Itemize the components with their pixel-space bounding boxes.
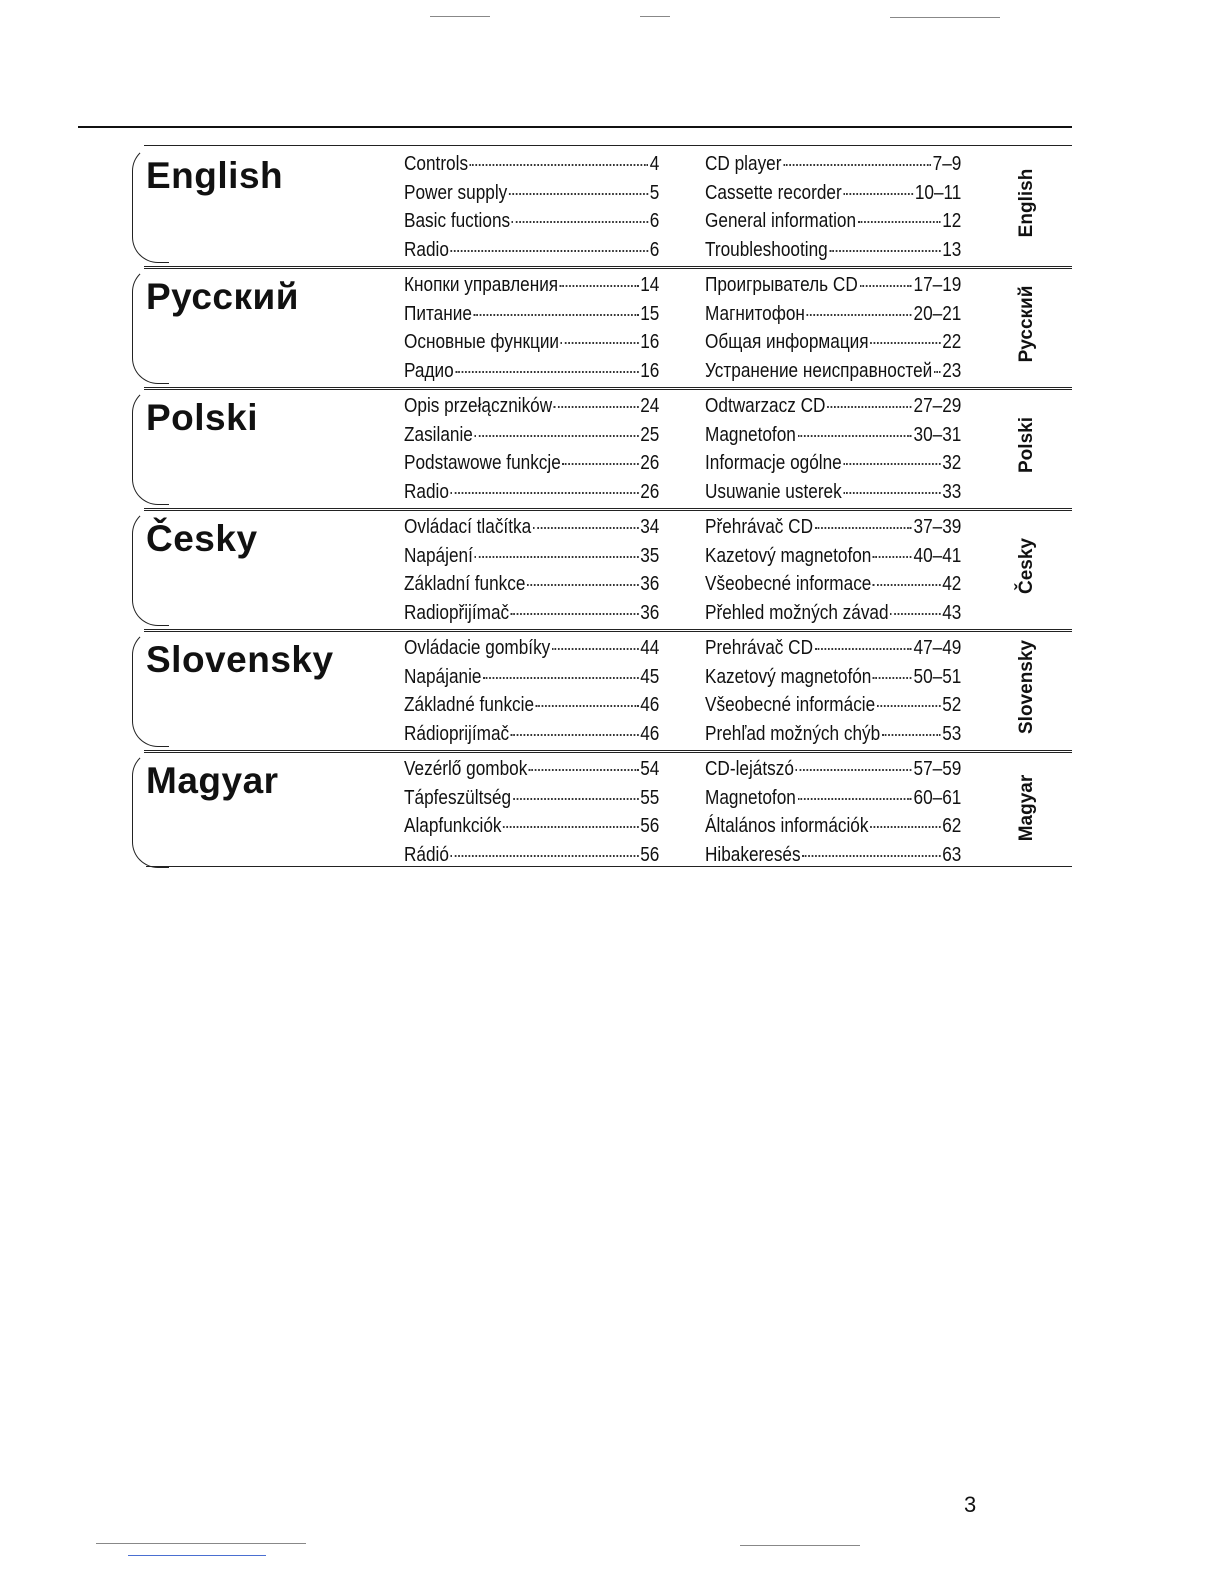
scan-speck bbox=[740, 1545, 860, 1546]
toc-section bbox=[132, 508, 1072, 626]
leader-dots bbox=[890, 613, 940, 615]
leader-dots bbox=[475, 556, 639, 558]
toc-column-left bbox=[404, 755, 660, 869]
language-heading: Polski bbox=[146, 397, 258, 438]
toc-entry-page: 10–11 bbox=[914, 181, 962, 204]
toc-entry-page: 46 bbox=[640, 722, 660, 745]
toc-entry[interactable] bbox=[404, 300, 659, 329]
toc-section bbox=[132, 266, 1072, 384]
toc-entry-page: 16 bbox=[640, 359, 660, 382]
toc-entry[interactable] bbox=[705, 300, 961, 329]
toc-entry-label: Kazetový magnetofon bbox=[705, 544, 872, 567]
leader-dots bbox=[509, 193, 648, 195]
toc-entry[interactable] bbox=[404, 179, 659, 208]
toc-entry-label: Všeobecné informace bbox=[705, 573, 872, 595]
side-tab-label: Русский bbox=[1016, 285, 1037, 363]
leader-dots bbox=[560, 285, 639, 287]
leader-dots bbox=[455, 371, 638, 373]
leader-dots bbox=[552, 648, 639, 650]
toc-entry-label: Přehrávač CD bbox=[705, 516, 814, 538]
toc-entry-page: 44 bbox=[640, 637, 660, 659]
toc-entry-label: Питание bbox=[404, 302, 472, 325]
toc-entry-label: Radio bbox=[404, 238, 449, 261]
side-tab bbox=[992, 508, 1062, 624]
section-rule bbox=[144, 508, 1072, 511]
toc-entry-label: Radio bbox=[404, 480, 449, 503]
side-tab bbox=[992, 750, 1062, 866]
toc-entry-label: Magnetofon bbox=[705, 786, 796, 809]
toc-entry[interactable] bbox=[404, 599, 659, 628]
toc-entry[interactable] bbox=[404, 720, 659, 749]
side-tab-label: English bbox=[1016, 168, 1037, 238]
toc-entry-page: 22 bbox=[942, 331, 962, 353]
toc-column-left bbox=[404, 271, 660, 385]
leader-dots bbox=[815, 648, 912, 650]
toc-entry-label: General information bbox=[705, 210, 857, 232]
toc-entry-label: Магнитофон bbox=[705, 302, 805, 325]
toc-entry-label: Základní funkce bbox=[404, 573, 526, 595]
toc-entry[interactable] bbox=[404, 755, 659, 784]
toc-entry-page: 6 bbox=[649, 238, 660, 261]
leader-dots bbox=[798, 435, 912, 437]
toc-column-left bbox=[404, 150, 660, 264]
toc-entry-label: Podstawowe funkcje bbox=[404, 452, 561, 474]
toc-column-right bbox=[705, 271, 962, 385]
toc-entry[interactable] bbox=[705, 392, 961, 421]
toc-entry-label: Rádió bbox=[404, 843, 449, 866]
toc-entry[interactable] bbox=[705, 691, 961, 720]
toc-entry-page: 53 bbox=[942, 722, 962, 745]
toc-entry[interactable] bbox=[705, 634, 961, 663]
leader-dots bbox=[870, 826, 940, 828]
toc-entry-page: 57–59 bbox=[913, 758, 962, 780]
language-heading: Česky bbox=[146, 518, 258, 559]
page-number: 3 bbox=[964, 1492, 977, 1517]
toc-entry-page: 32 bbox=[942, 452, 962, 474]
toc-entry-label: Ovládacie gombíky bbox=[404, 637, 551, 659]
toc-entry[interactable] bbox=[404, 634, 659, 663]
toc-entry-page: 5 bbox=[649, 181, 660, 204]
toc-entry[interactable] bbox=[705, 755, 961, 784]
leader-dots bbox=[783, 164, 931, 166]
toc-entry-label: Controls bbox=[404, 153, 469, 175]
toc-entry-page: 34 bbox=[640, 516, 660, 538]
toc-entry-page: 54 bbox=[640, 758, 660, 780]
toc-entry-label: Устранение неисправностей bbox=[705, 359, 933, 382]
bottom-rule bbox=[128, 1555, 266, 1556]
toc-entry-label: Magnetofon bbox=[705, 423, 796, 446]
leader-dots bbox=[451, 855, 639, 857]
toc-entry[interactable] bbox=[404, 236, 659, 265]
toc-entry[interactable] bbox=[404, 663, 659, 692]
language-heading: English bbox=[146, 155, 284, 196]
leader-dots bbox=[533, 527, 639, 529]
toc-entry-label: Hibakeresés bbox=[705, 843, 801, 866]
toc-entry-page: 56 bbox=[640, 843, 660, 866]
side-tab-label: Česky bbox=[1016, 538, 1037, 594]
leader-dots bbox=[529, 769, 638, 771]
toc-entry-page: 36 bbox=[640, 573, 660, 595]
toc-entry-label: Power supply bbox=[404, 181, 508, 204]
toc-entry-page: 36 bbox=[640, 601, 660, 624]
toc-entry-page: 4 bbox=[649, 153, 660, 175]
leader-dots bbox=[829, 250, 940, 252]
toc-entry[interactable] bbox=[705, 812, 961, 841]
leader-dots bbox=[513, 798, 639, 800]
toc-entry[interactable] bbox=[404, 150, 659, 179]
side-tab bbox=[992, 629, 1062, 745]
toc-entry-label: Általános információk bbox=[705, 815, 869, 837]
toc-entry-page: 33 bbox=[942, 480, 962, 503]
toc-entry[interactable] bbox=[705, 150, 961, 179]
toc-entry-label: Ovládací tlačítka bbox=[404, 516, 532, 538]
toc-section bbox=[132, 629, 1072, 747]
toc-entry-label: Přehled možných závad bbox=[705, 601, 889, 624]
leader-dots bbox=[877, 705, 941, 707]
toc-entry-label: Радио bbox=[404, 359, 454, 382]
toc-entry-label: Rádioprijímač bbox=[404, 722, 510, 745]
toc-entry-page: 60–61 bbox=[913, 786, 962, 809]
toc-entry-label: Kazetový magnetofón bbox=[705, 665, 872, 688]
toc-entry-label: Кнопки управления bbox=[404, 274, 559, 296]
side-tab bbox=[992, 266, 1062, 382]
toc-entry-label: Troubleshooting bbox=[705, 238, 828, 261]
toc-entry-label: Prehrávač CD bbox=[705, 637, 814, 659]
toc-entry-label: Tápfeszültség bbox=[404, 786, 512, 809]
toc-entry-label: Zasilanie bbox=[404, 423, 473, 446]
language-heading: Русский bbox=[146, 276, 299, 317]
toc-column-right bbox=[705, 755, 962, 869]
scan-speck bbox=[890, 17, 1000, 18]
toc-entry-page: 52 bbox=[942, 694, 962, 716]
toc-column-right bbox=[705, 150, 962, 264]
toc-entry-label: Usuwanie usterek bbox=[705, 480, 842, 503]
toc-entry-page: 14 bbox=[640, 274, 660, 296]
toc-entry[interactable] bbox=[404, 841, 659, 870]
leader-dots bbox=[470, 164, 648, 166]
toc-entry[interactable] bbox=[404, 357, 659, 386]
toc-entry[interactable] bbox=[705, 271, 961, 300]
section-rule bbox=[144, 750, 1072, 753]
toc-entry-label: Основные функции bbox=[404, 331, 560, 353]
toc-entry[interactable] bbox=[705, 599, 961, 628]
toc-entry-page: 12 bbox=[942, 210, 962, 232]
toc-entry-page: 56 bbox=[640, 815, 660, 837]
toc-entry[interactable] bbox=[404, 207, 659, 236]
toc-entry[interactable] bbox=[705, 841, 961, 870]
toc-entry-page: 13 bbox=[942, 238, 962, 261]
section-rule bbox=[144, 266, 1072, 269]
toc-entry[interactable] bbox=[705, 513, 961, 542]
toc-entry[interactable] bbox=[705, 784, 961, 813]
toc-entry[interactable] bbox=[705, 570, 961, 599]
toc-entry-page: 50–51 bbox=[913, 665, 962, 688]
toc-entry[interactable] bbox=[705, 449, 961, 478]
section-rule bbox=[144, 387, 1072, 390]
toc-entry[interactable] bbox=[705, 236, 961, 265]
toc-entry[interactable] bbox=[404, 271, 659, 300]
leader-dots bbox=[843, 193, 913, 195]
toc-entry[interactable] bbox=[705, 478, 961, 507]
toc-entry-label: Informacje ogólne bbox=[705, 452, 842, 474]
toc-section bbox=[132, 387, 1072, 505]
toc-entry-label: Odtwarzacz CD bbox=[705, 395, 826, 417]
leader-dots bbox=[858, 221, 941, 223]
toc-entry-label: Opis przełączników bbox=[404, 395, 553, 417]
toc-entry[interactable] bbox=[404, 392, 659, 421]
toc-entry-page: 26 bbox=[640, 480, 660, 503]
leader-dots bbox=[882, 734, 941, 736]
toc-entry-page: 62 bbox=[942, 815, 962, 837]
toc-entry-page: 24 bbox=[640, 395, 660, 417]
toc-entry-label: Проигрыватель CD bbox=[705, 274, 858, 296]
side-tab-label: Magyar bbox=[1016, 774, 1037, 842]
leader-dots bbox=[451, 250, 648, 252]
toc-entry[interactable] bbox=[404, 449, 659, 478]
toc-entry-label: CD-lejátszó bbox=[705, 758, 794, 780]
toc-entry-page: 20–21 bbox=[913, 302, 962, 325]
toc-entry-page: 26 bbox=[640, 452, 660, 474]
leader-dots bbox=[483, 677, 638, 679]
toc-column-right bbox=[705, 634, 962, 748]
leader-dots bbox=[815, 527, 912, 529]
toc-entry-label: Cassette recorder bbox=[705, 181, 842, 204]
leader-dots bbox=[870, 342, 940, 344]
toc-entry[interactable] bbox=[404, 691, 659, 720]
toc-entry-page: 35 bbox=[640, 544, 660, 567]
toc-entry[interactable] bbox=[404, 328, 659, 357]
leader-dots bbox=[873, 584, 940, 586]
top-rule bbox=[78, 126, 1072, 128]
toc-entry[interactable] bbox=[705, 357, 961, 386]
toc-section bbox=[132, 145, 1072, 263]
leader-dots bbox=[563, 463, 639, 465]
toc-column-right bbox=[705, 513, 962, 627]
toc-entry-page: 43 bbox=[942, 601, 962, 624]
toc-entry-page: 47–49 bbox=[913, 637, 962, 659]
section-rule bbox=[144, 629, 1072, 632]
section-rule bbox=[144, 145, 1072, 146]
toc-entry-label: Общая информация bbox=[705, 331, 869, 353]
toc-entry[interactable] bbox=[404, 784, 659, 813]
toc-entry-label: Alapfunkciók bbox=[404, 815, 502, 837]
language-heading: Magyar bbox=[146, 760, 279, 801]
toc-entry[interactable] bbox=[404, 478, 659, 507]
leader-dots bbox=[503, 826, 638, 828]
toc-entry-page: 30–31 bbox=[913, 423, 962, 446]
toc-entry-page: 15 bbox=[640, 302, 660, 325]
leader-dots bbox=[934, 371, 941, 373]
toc-entry[interactable] bbox=[705, 720, 961, 749]
toc-entry[interactable] bbox=[705, 328, 961, 357]
leader-dots bbox=[796, 769, 912, 771]
leader-dots bbox=[859, 285, 911, 287]
side-tab-label: Polski bbox=[1016, 417, 1037, 473]
toc-entry[interactable] bbox=[705, 207, 961, 236]
toc-section bbox=[132, 750, 1072, 868]
side-tab bbox=[992, 387, 1062, 503]
toc-entry[interactable] bbox=[404, 570, 659, 599]
leader-dots bbox=[827, 406, 912, 408]
scan-speck bbox=[640, 16, 670, 17]
toc-entry-page: 6 bbox=[649, 210, 660, 232]
leader-dots bbox=[527, 584, 638, 586]
toc-entry-label: Vezérlő gombok bbox=[404, 758, 528, 780]
toc-entry[interactable] bbox=[705, 663, 961, 692]
toc-entry-page: 63 bbox=[942, 843, 962, 866]
toc-entry-page: 45 bbox=[640, 665, 660, 688]
toc-entry-label: Napájení bbox=[404, 544, 473, 567]
leader-dots bbox=[798, 798, 912, 800]
toc-column-left bbox=[404, 392, 660, 506]
leader-dots bbox=[843, 463, 940, 465]
leader-dots bbox=[802, 855, 940, 857]
leader-dots bbox=[807, 314, 912, 316]
toc-entry-page: 46 bbox=[640, 694, 660, 716]
toc-entry-label: Radiopřijímač bbox=[404, 601, 510, 624]
leader-dots bbox=[873, 677, 912, 679]
toc-entry-page: 16 bbox=[640, 331, 660, 353]
toc-entry[interactable] bbox=[705, 179, 961, 208]
toc-entry-page: 23 bbox=[942, 359, 962, 382]
leader-dots bbox=[554, 406, 639, 408]
toc-entry-page: 25 bbox=[640, 423, 660, 446]
toc-entry-label: Všeobecné informácie bbox=[705, 694, 876, 716]
toc-entry-label: Základné funkcie bbox=[404, 694, 535, 716]
toc-entry[interactable] bbox=[705, 542, 961, 571]
leader-dots bbox=[873, 556, 912, 558]
toc-entry-page: 42 bbox=[942, 573, 962, 595]
scan-speck bbox=[430, 16, 490, 17]
toc-column-right bbox=[705, 392, 962, 506]
toc-entry-label: CD player bbox=[705, 153, 782, 175]
leader-dots bbox=[843, 492, 940, 494]
toc-entry-label: Napájanie bbox=[404, 665, 482, 688]
toc-entry[interactable] bbox=[404, 513, 659, 542]
toc-column-left bbox=[404, 513, 660, 627]
leader-dots bbox=[536, 705, 639, 707]
toc-entry-page: 7–9 bbox=[932, 153, 962, 175]
side-tab bbox=[992, 145, 1062, 261]
leader-dots bbox=[475, 435, 639, 437]
toc-column-left bbox=[404, 634, 660, 748]
toc-entry-label: Prehľad možných chýb bbox=[705, 722, 881, 745]
leader-dots bbox=[474, 314, 639, 316]
scan-speck bbox=[96, 1543, 306, 1544]
toc-entry-page: 55 bbox=[640, 786, 660, 809]
toc-entry-label: Basic fuctions bbox=[404, 210, 511, 232]
toc-entry[interactable] bbox=[705, 421, 961, 450]
toc-entry[interactable] bbox=[404, 542, 659, 571]
toc-entry[interactable] bbox=[404, 812, 659, 841]
toc-entry-page: 17–19 bbox=[913, 274, 962, 296]
leader-dots bbox=[561, 342, 639, 344]
leader-dots bbox=[511, 613, 639, 615]
toc-entry-page: 37–39 bbox=[913, 516, 962, 538]
toc-entry-page: 27–29 bbox=[913, 395, 962, 417]
leader-dots bbox=[512, 221, 648, 223]
toc-entry-page: 40–41 bbox=[913, 544, 962, 567]
leader-dots bbox=[511, 734, 639, 736]
leader-dots bbox=[451, 492, 639, 494]
side-tab-label: Slovensky bbox=[1016, 640, 1037, 734]
toc-entry[interactable] bbox=[404, 421, 659, 450]
language-heading: Slovensky bbox=[146, 639, 334, 680]
